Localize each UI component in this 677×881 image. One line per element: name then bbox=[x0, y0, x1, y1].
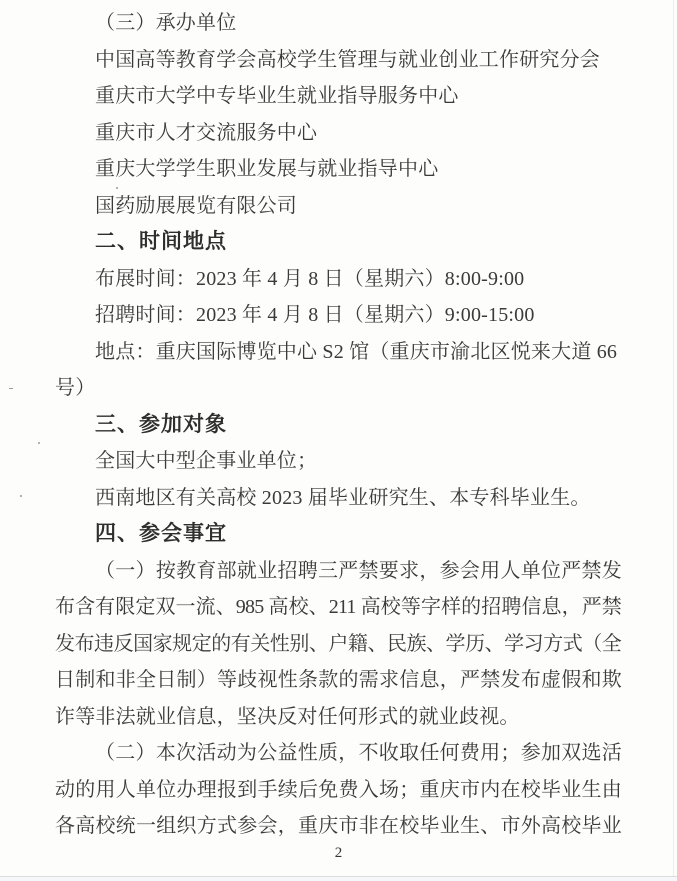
section-heading: 二、时间地点 bbox=[95, 230, 227, 253]
document-lines bbox=[55, 5, 621, 845]
text-line: 号） bbox=[55, 377, 96, 399]
text-line: 中国高等教育学会高校学生管理与就业创业工作研究分会 bbox=[95, 48, 600, 71]
text-line: 日制和非全日制）等歧视性条款的需求信息，严禁发布虚假和欺 bbox=[55, 669, 621, 691]
scan-speck bbox=[20, 495, 22, 497]
section-heading: 三、参加对象 bbox=[95, 412, 227, 436]
text-line: 全国大中型企事业单位； bbox=[95, 450, 318, 472]
text-line: （二）本次活动为公益性质，不收取任何费用；参加双选活 bbox=[95, 742, 621, 764]
text-line: 西南地区有关高校 2023 届毕业研究生、本专科毕业生。 bbox=[95, 486, 591, 509]
text-line: 诈等非法就业信息，坚决反对任何形式的就业歧视。 bbox=[55, 705, 520, 728]
text-line: （三）承办单位 bbox=[95, 12, 237, 34]
scan-speck bbox=[9, 388, 13, 389]
text-line: 发布违反国家规定的有关性别、户籍、民族、学历、学习方式（全 bbox=[55, 632, 621, 655]
text-line: 招聘时间：2023 年 4 月 8 日（星期六）9:00-15:00 bbox=[95, 304, 535, 326]
text-line: 动的用人单位办理报到手续后免费入场；重庆市内在校毕业生由 bbox=[55, 778, 621, 801]
text-line: 重庆大学学生职业发展与就业指导中心 bbox=[95, 158, 439, 180]
text-line: 布含有限定双一流、985 高校、211 高校等字样的招聘信息，严禁 bbox=[55, 596, 621, 618]
page-number: 2 bbox=[334, 845, 343, 861]
section-heading: 四、参会事宜 bbox=[95, 522, 227, 545]
text-line: 地点：重庆国际博览中心 S2 馆（重庆市渝北区悦来大道 66 bbox=[95, 340, 618, 363]
scan-edge-right bbox=[673, 0, 674, 881]
text-line: 各高校统一组织方式参会，重庆市非在校毕业生、市外高校毕业 bbox=[55, 815, 621, 837]
text-line: （一）按教育部就业招聘三严禁要求，参会用人单位严禁发 bbox=[95, 559, 621, 582]
text-line: 重庆市人才交流服务中心 bbox=[95, 121, 318, 144]
scan-speck bbox=[116, 187, 118, 189]
text-line: 国药励展展览有限公司 bbox=[95, 194, 297, 217]
text-line: 布展时间：2023 年 4 月 8 日（星期六）8:00-9:00 bbox=[95, 267, 525, 290]
scan-speck bbox=[38, 442, 40, 444]
scan-edge-bottom bbox=[0, 876, 677, 881]
text-line: 重庆市大学中专毕业生就业指导服务中心 bbox=[95, 85, 459, 107]
